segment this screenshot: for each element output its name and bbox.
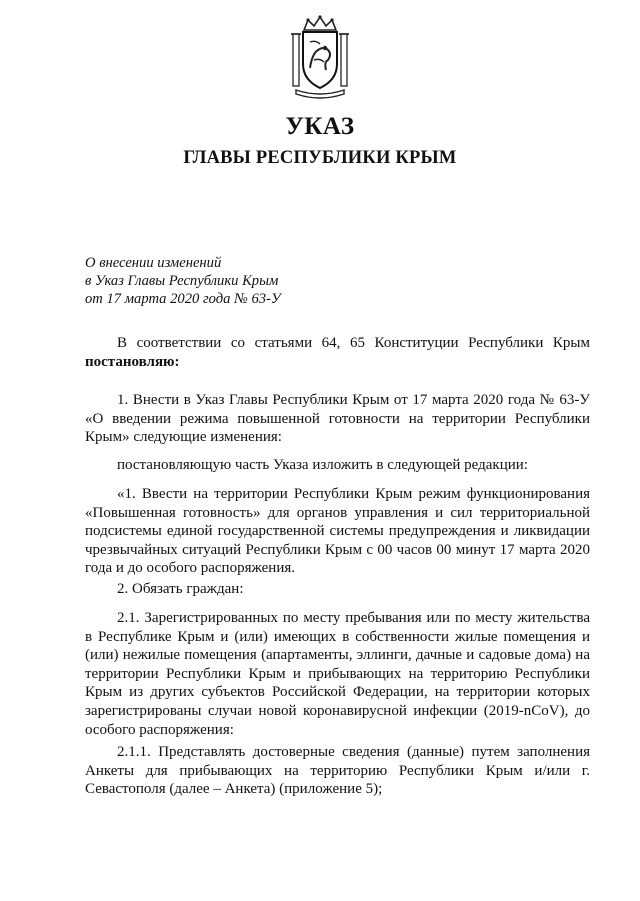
reference-line: от 17 марта 2020 года № 63-У — [85, 291, 281, 307]
item-1-note-text: постановляющую часть Указа изложить в следующей редакции: — [117, 457, 528, 473]
item-2-1-1-paragraph — [85, 743, 590, 799]
reference-block — [85, 254, 281, 308]
item-2-1-text: 2.1. Зарегистрированных по месту пребывания или по месту жительства в Республике Крым и (или) имеющих в собственности жилые помещения и (или) нежилые помещения (апартаменты, эллинги, дачные и садовые дома) на территории Республики Крым и прибывающих на территорию Республики Крым из других субъектов Российской Федерации, на территории которых зарегистрированы случаи новой коронавирусной инфекции (2019-nCoV), до особого распоряжения: — [85, 610, 590, 738]
quote-1-paragraph — [85, 485, 590, 578]
quote-1-text: «1. Ввести на территории Республики Крым режим функционирования «Повышенная готовность» для органов управления и сил территориальной подсистемы единой государственной системы предупреждения и ликвидации чрезвычайных ситуаций Республики Крым с 00 часов 00 минут 17 марта 2020 года и до особого распоряжения. — [85, 486, 590, 577]
item-2-text: 2. Обязать граждан: — [117, 581, 244, 597]
item-2-1-paragraph — [85, 609, 590, 739]
document-title: УКАЗ — [285, 113, 355, 140]
reference-line: в Указ Главы Республики Крым — [85, 273, 279, 289]
item-1-paragraph — [85, 391, 590, 447]
item-1-text: 1. Внести в Указ Главы Республики Крым от 17 марта 2020 года № 63-У «О введении режима повышенной готовности на территории Республики Крым» следующие изменения: — [85, 392, 590, 446]
coat-of-arms-icon — [290, 14, 350, 100]
document-subtitle: ГЛАВЫ РЕСПУБЛИКИ КРЫМ — [183, 148, 457, 168]
item-1-note-paragraph — [85, 456, 590, 475]
item-2-1-1-text: 2.1.1. Представлять достоверные сведения (данные) путем заполнения Анкеты для прибывающих на территорию Республики Крым и/или г. Севастополя (далее – Анкета) (приложение 5); — [85, 744, 590, 798]
reference-line: О внесении изменений — [85, 255, 222, 271]
intro-text: В соответствии со статьями 64, 65 Конституции Республики Крым — [117, 335, 590, 351]
intro-bold-text: постановляю: — [85, 353, 180, 370]
item-2-paragraph — [85, 580, 590, 599]
intro-paragraph — [85, 334, 590, 371]
